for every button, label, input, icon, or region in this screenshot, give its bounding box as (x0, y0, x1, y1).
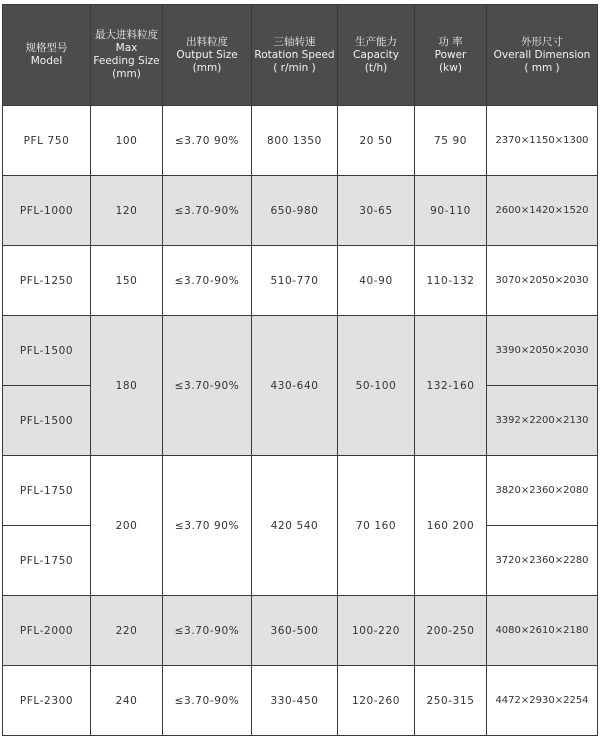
feed-size-cell: 220 (91, 596, 163, 666)
model-cell: PFL 750 (3, 106, 91, 176)
table-row (3, 456, 598, 526)
capacity-cell: 40-90 (338, 246, 415, 316)
power-cell: 90-110 (415, 176, 487, 246)
feed-size-cell: 240 (91, 666, 163, 736)
table-row (3, 246, 598, 316)
header-feed-size (91, 5, 163, 106)
model-cell: PFL-1500 (3, 316, 91, 386)
output-size-cell: ≤3.70-90% (163, 596, 252, 666)
rotation-speed-cell: 430-640 (252, 316, 338, 456)
rotation-speed-cell: 330-450 (252, 666, 338, 736)
header-output-size-unit: (mm) (192, 61, 222, 74)
dimension-cell: 3720×2360×2280 (487, 526, 598, 596)
model-cell: PFL-2000 (3, 596, 91, 666)
dimension-cell: 3392×2200×2130 (487, 386, 598, 456)
power-cell: 250-315 (415, 666, 487, 736)
power-cell: 132-160 (415, 316, 487, 456)
feed-size-cell: 120 (91, 176, 163, 246)
power-cell: 160 200 (415, 456, 487, 596)
power-cell: 110-132 (415, 246, 487, 316)
table-row (3, 106, 598, 176)
dimension-cell: 4472×2930×2254 (487, 666, 598, 736)
model-cell: PFL-1750 (3, 526, 91, 596)
header-output-size-en: Output Size (176, 48, 238, 61)
capacity-cell: 100-220 (338, 596, 415, 666)
dimension-cell: 3070×2050×2030 (487, 246, 598, 316)
header-power (415, 5, 487, 106)
dimension-cell: 2370×1150×1300 (487, 106, 598, 176)
capacity-cell: 70 160 (338, 456, 415, 596)
header-feed-size-en-1: Max (115, 42, 138, 54)
rotation-speed-cell: 420 540 (252, 456, 338, 596)
output-size-cell: ≤3.70-90% (163, 666, 252, 736)
header-feed-size-unit: (mm) (112, 68, 141, 80)
model-cell: PFL-1750 (3, 456, 91, 526)
table-row (3, 316, 598, 386)
rotation-speed-cell: 800 1350 (252, 106, 338, 176)
header-feed-size-cn: 最大进料粒度 (95, 29, 158, 41)
table-row (3, 666, 598, 736)
power-cell: 75 90 (415, 106, 487, 176)
output-size-cell: ≤3.70 90% (163, 456, 252, 596)
capacity-cell: 20 50 (338, 106, 415, 176)
output-size-cell: ≤3.70-90% (163, 176, 252, 246)
model-cell: PFL-1500 (3, 386, 91, 456)
dimension-cell: 2600×1420×1520 (487, 176, 598, 246)
rotation-speed-cell: 650-980 (252, 176, 338, 246)
capacity-cell: 50-100 (338, 316, 415, 456)
header-dimension-cn: 外形尺寸 (521, 35, 563, 48)
header-rotation-speed-unit: ( r/min ) (273, 61, 316, 74)
header-rotation-speed-en: Rotation Speed (254, 48, 335, 61)
capacity-cell: 30-65 (338, 176, 415, 246)
header-rotation-speed (252, 5, 338, 106)
header-power-cn: 功 率 (438, 35, 463, 48)
header-capacity (338, 5, 415, 106)
power-cell: 200-250 (415, 596, 487, 666)
output-size-cell: ≤3.70 90% (163, 106, 252, 176)
model-cell: PFL-1000 (3, 176, 91, 246)
feed-size-cell: 180 (91, 316, 163, 456)
capacity-cell: 120-260 (338, 666, 415, 736)
rotation-speed-cell: 510-770 (252, 246, 338, 316)
header-capacity-cn: 生产能力 (355, 35, 397, 48)
header-capacity-unit: (t/h) (364, 61, 388, 74)
header-row (3, 5, 598, 106)
output-size-cell: ≤3.70-90% (163, 246, 252, 316)
header-power-en: Power (434, 48, 467, 61)
dimension-cell: 4080×2610×2180 (487, 596, 598, 666)
feed-size-cell: 100 (91, 106, 163, 176)
feed-size-cell: 200 (91, 456, 163, 596)
header-output-size-cn: 出料粒度 (186, 35, 228, 48)
spec-table (2, 4, 598, 736)
header-dimension-unit: ( mm ) (524, 61, 560, 74)
table-row (3, 596, 598, 666)
header-output-size (163, 5, 252, 106)
header-model-cn: 规格型号 (25, 42, 68, 54)
header-rotation-speed-cn: 三轴转速 (273, 35, 316, 48)
model-cell: PFL-2300 (3, 666, 91, 736)
table-row (3, 176, 598, 246)
header-power-unit: (kw) (439, 61, 462, 74)
header-feed-size-en-2: Feeding Size (93, 55, 160, 67)
dimension-cell: 3390×2050×2030 (487, 316, 598, 386)
header-dimension (487, 5, 598, 106)
header-dimension-en: Overall Dimension (493, 48, 591, 61)
output-size-cell: ≤3.70-90% (163, 316, 252, 456)
header-capacity-en: Capacity (353, 48, 399, 61)
header-model-en: Model (30, 55, 63, 67)
rotation-speed-cell: 360-500 (252, 596, 338, 666)
header-model (3, 5, 91, 106)
dimension-cell: 3820×2360×2080 (487, 456, 598, 526)
feed-size-cell: 150 (91, 246, 163, 316)
model-cell: PFL-1250 (3, 246, 91, 316)
